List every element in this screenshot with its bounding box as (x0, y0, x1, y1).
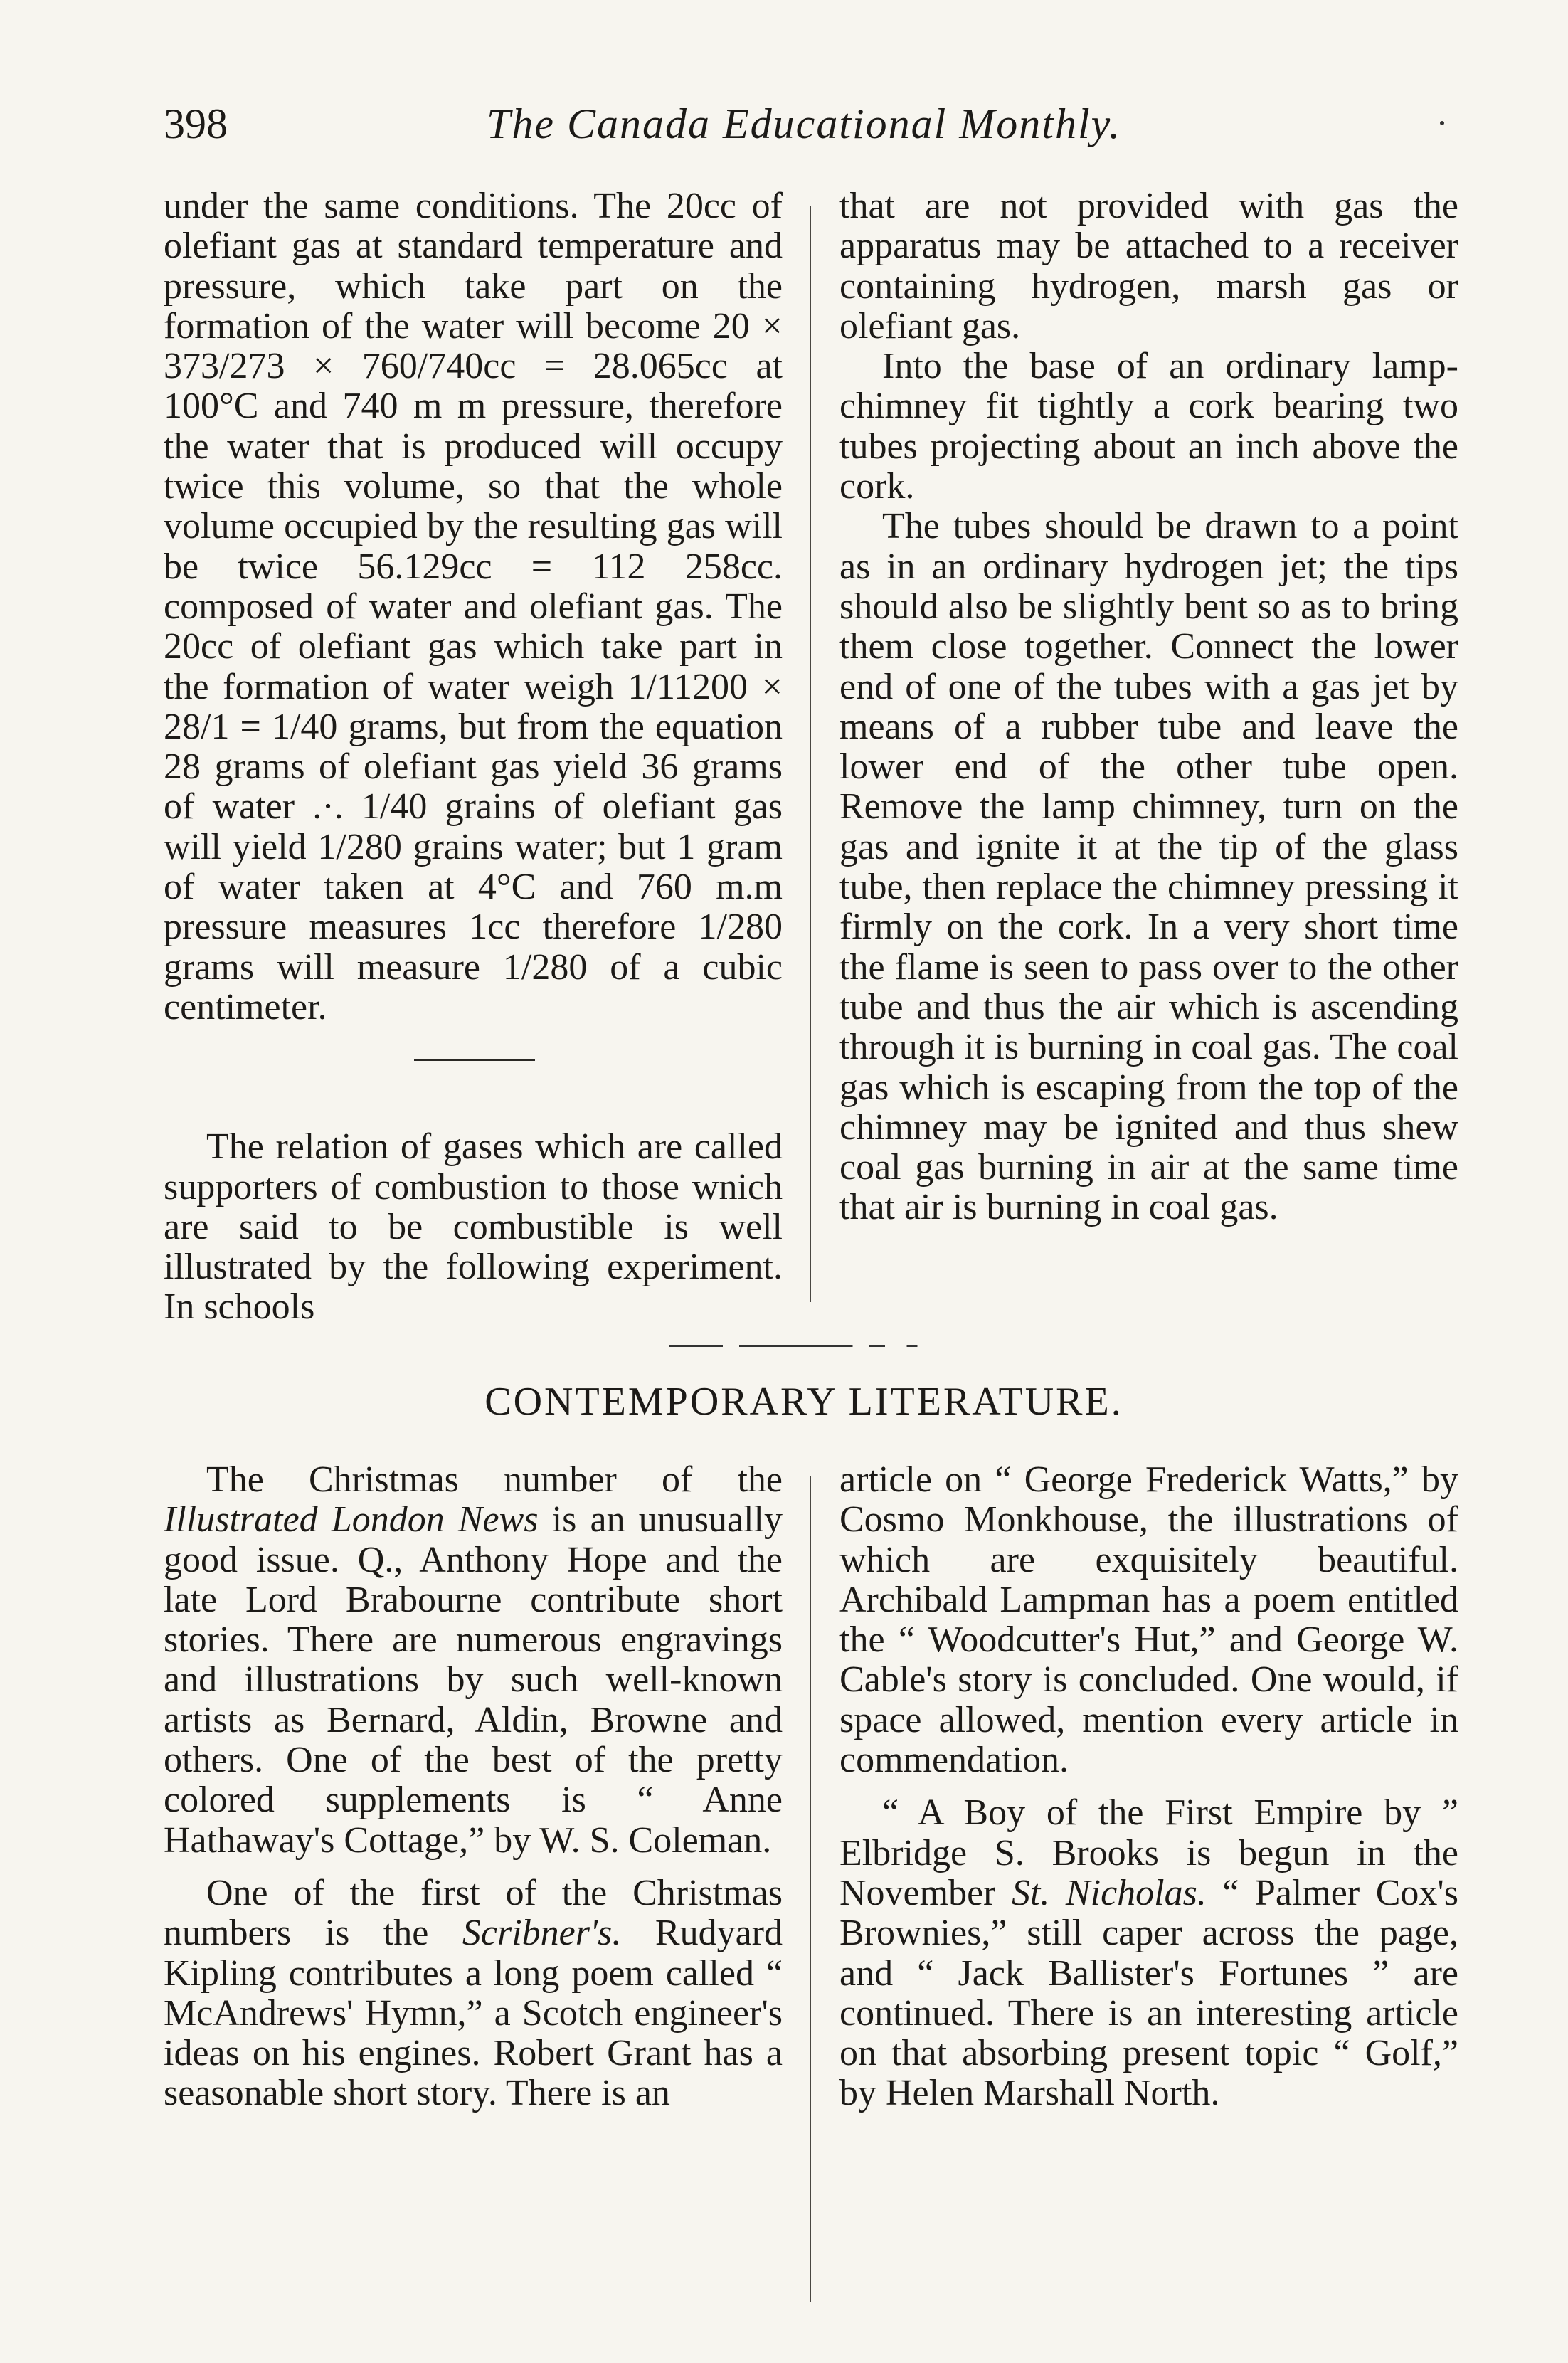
running-title: The Canada Educational Monthly. (487, 100, 1121, 147)
literature-left-column (164, 1460, 783, 2114)
article-paragraph: The tubes should be drawn to a point as in an ordinary hydrogen jet; the tips should also be slightly bent so as to bring them close together. Connect the lower end of one of the tubes with a gas jet by means of a rubber tube and leave the lower end of the other tube open. Remove the lamp chimney, turn on the gas and ignite it at the tip of the glass tube, then replace the chimney pressing it firmly on the cork. In a very short time the flame is seen to pass over to the other tube and thus the air which is ascending through it is burning in coal gas. The coal gas which is escaping from the top of the chimney may be ignited and thus shew coal gas burning in air at the same time that air is burning in coal gas. (839, 506, 1458, 1228)
text-run: “ A Boy of the First Empire by ” Elbridge S. Brooks is begun in the November (839, 1792, 1458, 1913)
text-run: is an unusually good issue. Q., Anthony Hope and the late Lord Brabourne contribute short stories. There are numerous engravings and illustrations by such well-known artists as Bernard, Aldin, Browne and others. One of the best of the pretty colored supplements is “ Anne Hathaway's Cottage,” by W. S. Coleman. (164, 1499, 783, 1861)
text-run: Rudyard Kipling contributes a long poem called “ McAndrews' Hymn,” a Scotch engineer's ideas on his engines. Robert Grant has a seasonable short story. There is an (164, 1913, 783, 2114)
literature-paragraph (839, 1793, 1458, 2113)
section-heading: CONTEMPORARY LITERATURE. (484, 1380, 1123, 1424)
rule-space (164, 1027, 783, 1127)
literature-right-column (839, 1460, 1458, 2114)
column-rule (810, 206, 811, 1302)
publication-title: St. Nicholas. (1011, 1872, 1207, 1913)
article-left-column (164, 186, 783, 1328)
section-divider (669, 1345, 939, 1347)
literature-paragraph (164, 1460, 783, 1861)
publication-title: Illustrated London News (164, 1499, 539, 1540)
literature-paragraph (164, 1873, 783, 2114)
literature-paragraph: article on “ George Frederick Watts,” by Cosmo Monkhouse, the illustrations of which are exquisitely beautiful. Archibald Lampman has a poem entitled the “ Woodcutter's Hut,” and George W. Cable's story is concluded. One would, if space allowed, mention every article in commendation. (839, 1459, 1458, 1781)
text-run: “ Palmer Cox's Brownies,” still caper across the page, and “ Jack Ballister's Fortunes ” are continued. There is an interesting article on that absorbing present topic “ Golf,” by Helen Marshall North. (839, 1872, 1458, 2114)
article-paragraph: The relation of gases which are called supporters of combustion to those wnich are said to be combustible is well illustrated by the following experiment. In schools (164, 1126, 783, 1328)
header-dot (1440, 121, 1444, 125)
running-header (164, 100, 1444, 157)
text-run: The Christmas number of the (206, 1459, 783, 1500)
page-number: 398 (164, 100, 228, 147)
article-paragraph: under the same conditions. The 20cc of olefiant gas at standard temperature and pressure, which take part on the formation of the water will become 20 × 373/273 × 760/740cc = 28.065cc at 100°C and 740 m m pressure, therefore the water that is produced will occupy twice this volume, so that the whole volume occupied by the resulting gas will be twice 56.129cc = 112 258cc. composed of water and olefiant gas. The 20cc of olefiant gas which take part in the formation of water weigh 1/11200 × 28/1 = 1/40 grams, but from the equation 28 grams of olefiant gas yield 36 grams of water .·. 1/40 grains of olefiant gas will yield 1/280 grains water; but 1 gram of water taken at 4°C and 760 m.m pressure measures 1cc therefore 1/280 grams will measure 1/280 of a cubic centimeter. (164, 186, 783, 1027)
article-paragraph: Into the base of an ordinary lamp-chimney fit tightly a cork bearing two tubes projecting about an inch above the cork. (839, 346, 1458, 507)
short-rule (414, 1059, 535, 1061)
article-paragraph: that are not provided with gas the apparatus may be attached to a receiver containing hydrogen, marsh gas or olefiant gas. (839, 186, 1458, 347)
publication-title: Scribner's. (462, 1913, 622, 1954)
article-right-column (839, 186, 1458, 1228)
column-rule (810, 1476, 811, 2302)
text-run: One of the first of the Christmas numbers is the (164, 1872, 783, 1954)
